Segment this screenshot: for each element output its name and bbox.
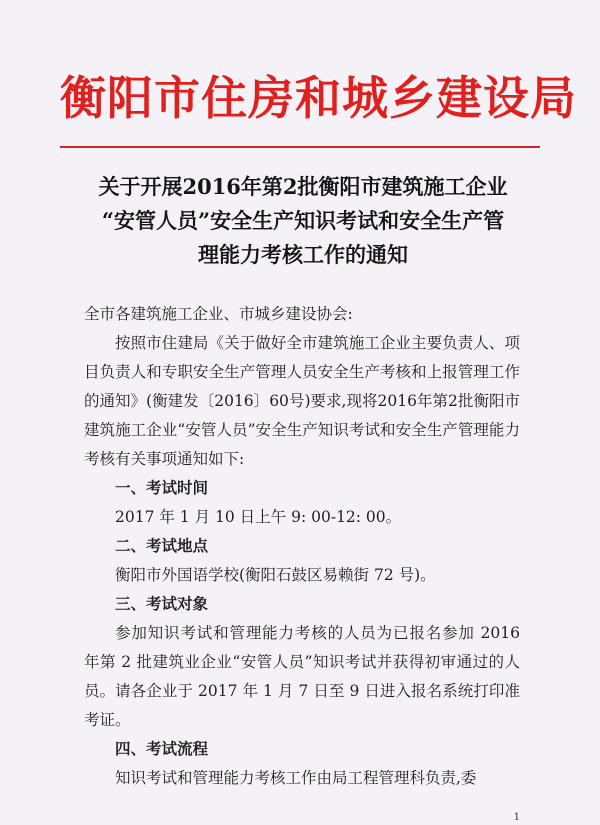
page-number: 1 [513,812,520,823]
salutation: 全市各建筑施工企业、市城乡建设协会: [84,305,353,323]
section-text-process: 知识考试和管理能力考核工作由局工程管理科负责,委 [115,769,477,787]
notice-title [78,170,528,272]
section-heading-time: 一、考试时间 [115,479,209,497]
notice-title-line: 关于开展2016年第2批衡阳市建筑施工企业 [98,174,508,199]
letterhead-title: 衡阳市住房和城乡建设局 [60,71,577,125]
notice-body [84,300,520,793]
section-heading-location: 二、考试地点 [115,537,209,555]
notice-title-line: 理能力考核工作的通知 [198,242,408,267]
letterhead-divider [60,146,540,148]
intro-paragraph: 按照市住建局《关于做好全市建筑施工企业主要负责人、项目负责人和专职安全生产管理人员安全生产考核和上报管理工作的通知》(衡建发〔2016〕60号)要求,现将2016年第2批衡阳市建筑施工企业“安管人员”安全生产知识考试和安全生产管理能力考核有关事项通知如下: [84,334,520,468]
section-heading-participants: 三、考试对象 [115,595,209,613]
section-text-location: 衡阳市外国语学校(衡阳石鼓区易赖街 72 号)。 [115,566,436,584]
section-text-participants: 参加知识考试和管理能力考核的人员为已报名参加 2016 年第 2 批建筑业企业“安管人员”知识考试并获得初审通过的人员。请各企业于 2017 年 1 月 7 日至 9 日进入报名系统打印准考证。 [84,624,520,729]
section-text-time: 2017 年 1 月 10 日上午 9: 00-12: 00。 [115,508,402,526]
notice-title-line: “安管人员”安全生产知识考试和安全生产管 [101,208,505,233]
section-heading-process: 四、考试流程 [115,740,209,758]
